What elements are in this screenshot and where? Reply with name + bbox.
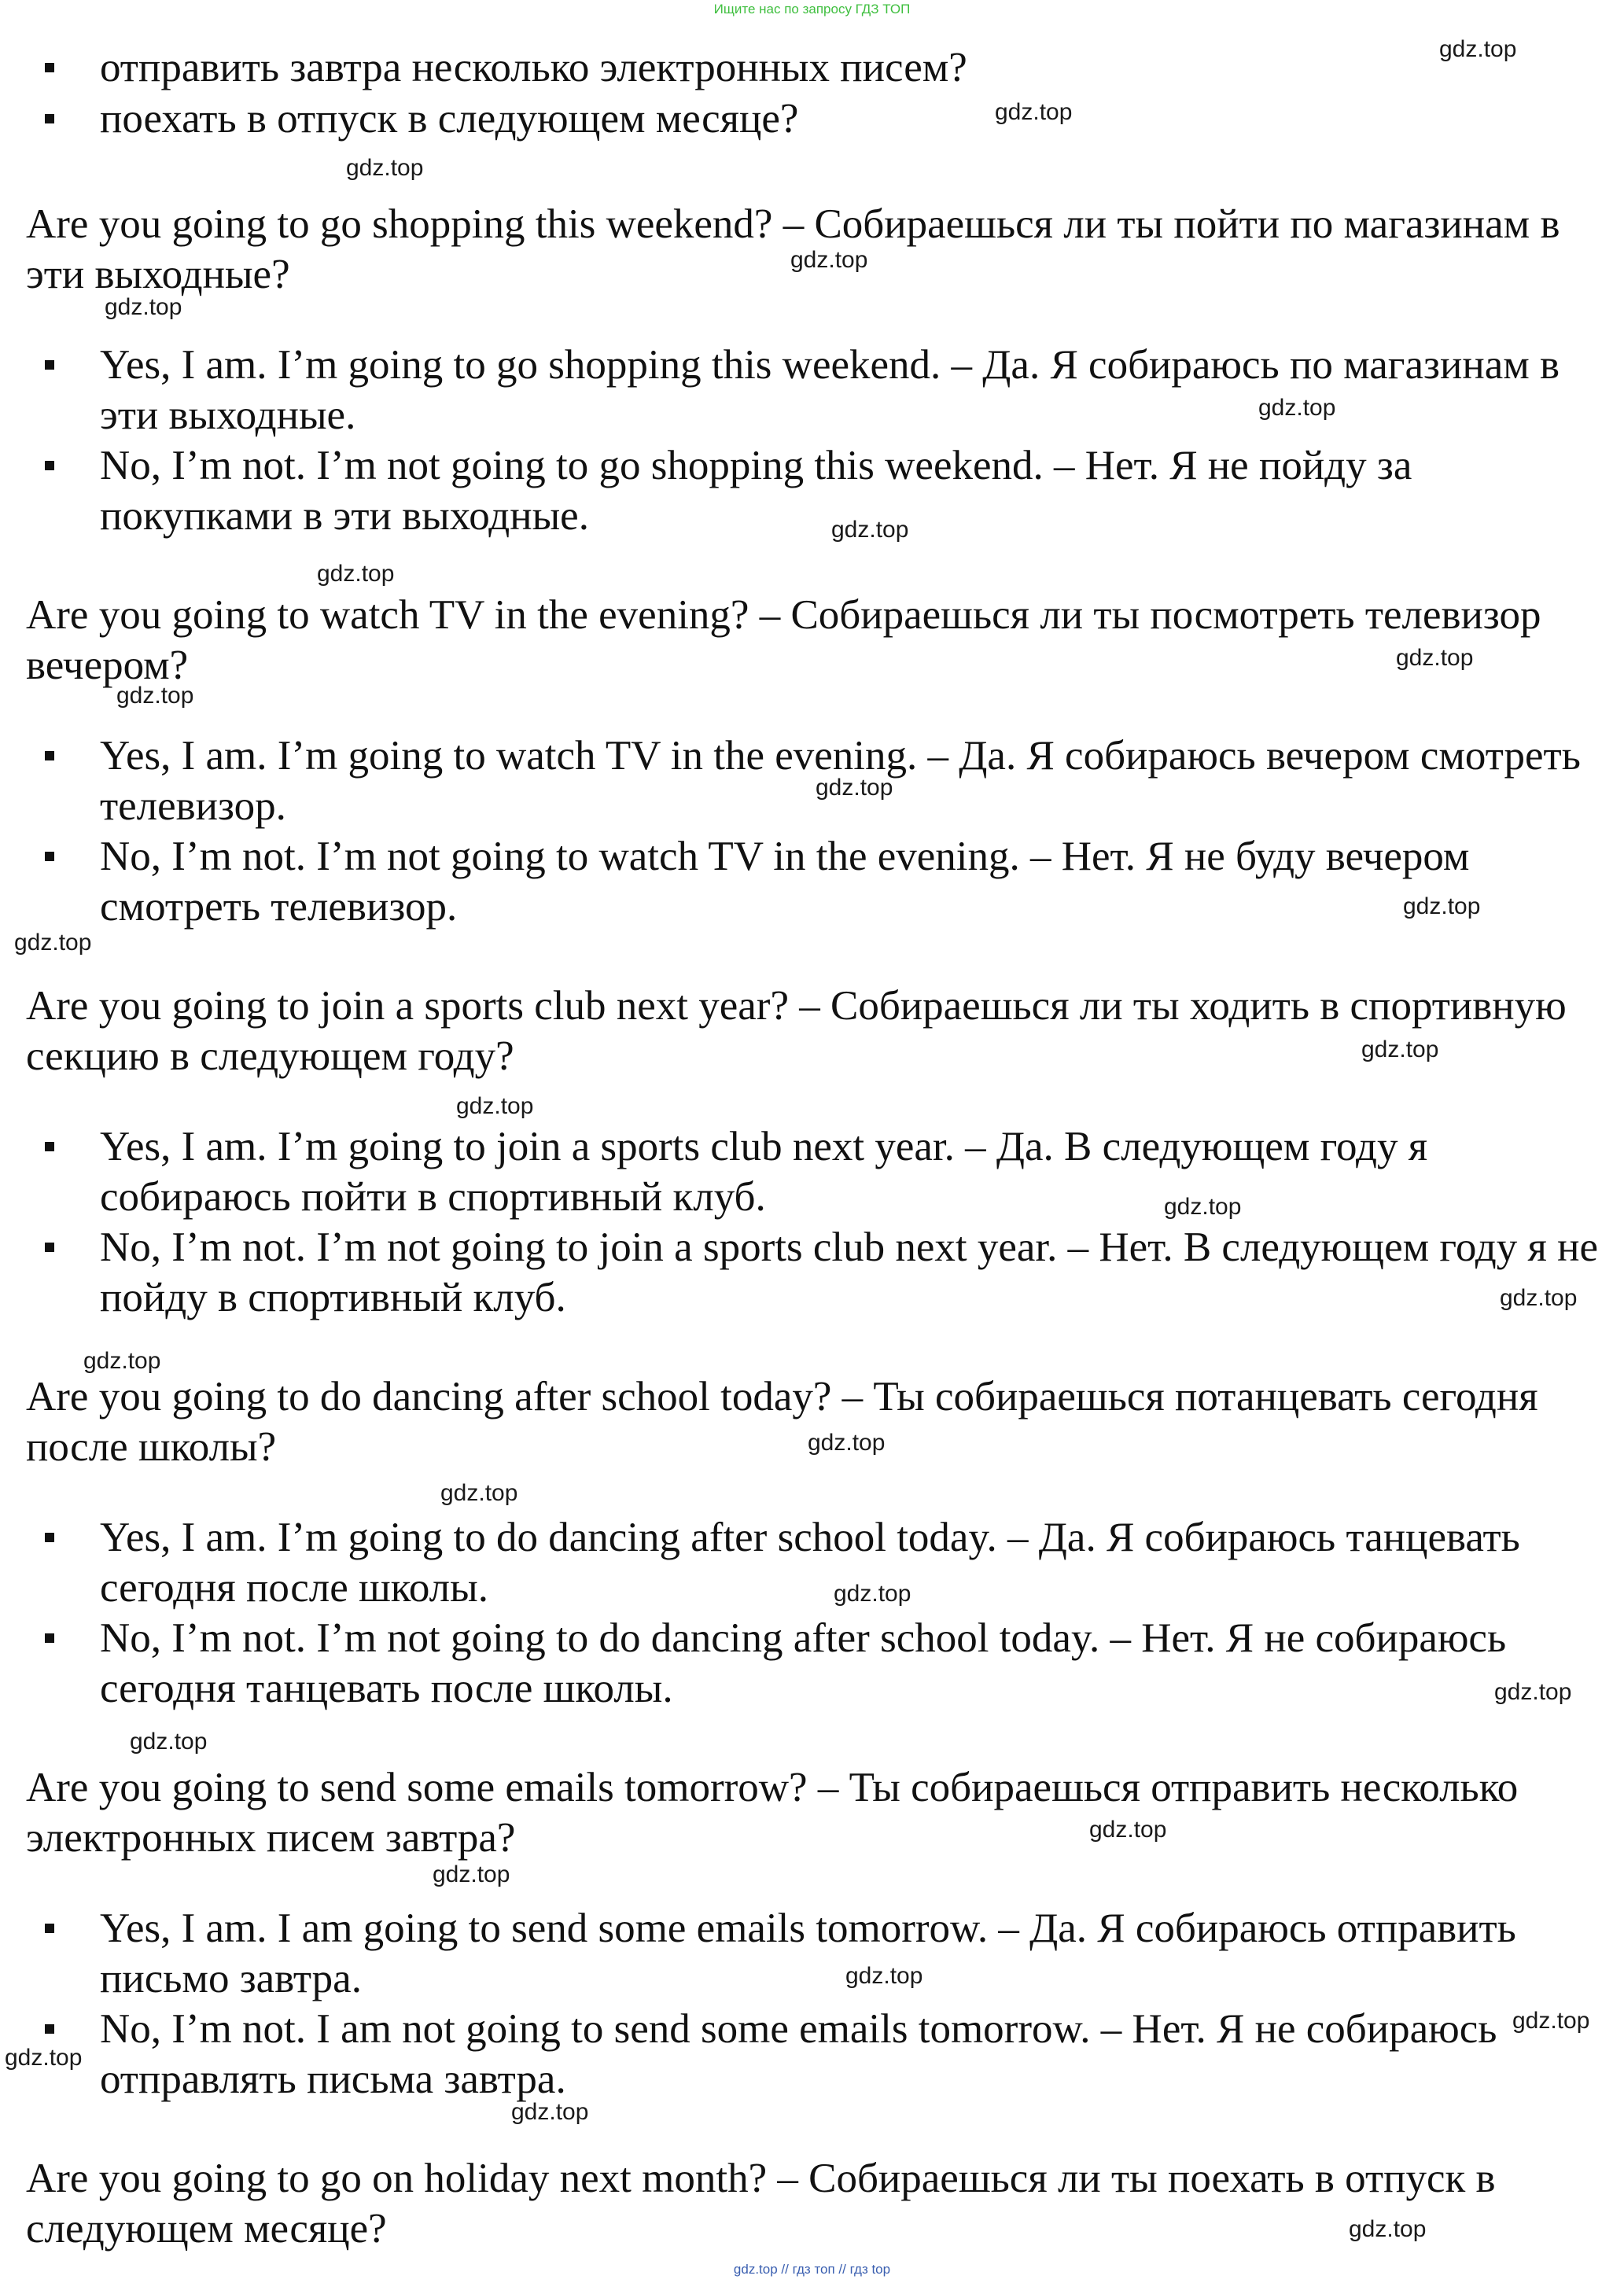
watermark-label: gdz.top — [1500, 1285, 1578, 1311]
watermark-label: gdz.top — [1164, 1194, 1242, 1220]
bullet-icon — [45, 2024, 54, 2034]
answer-no: No, I’m not. I’m not going to watch TV in the evening. – Нет. Я не буду вечером смотреть телевизор. — [100, 834, 1470, 930]
watermark-label: gdz.top — [1396, 645, 1474, 671]
watermark-label: gdz.top — [14, 930, 92, 956]
answer-yes: Yes, I am. I’m going to join a sports club next year. – Да. В следующем году я собираюсь пойти в спортивный клуб. — [100, 1124, 1428, 1220]
question: Are you going to go shopping this weekend? – Собираешься ли ты пойти по магазинам в эти выходные? — [26, 201, 1560, 297]
intro-item: поехать в отпуск в следующем месяце? — [100, 96, 799, 142]
bullet-icon — [45, 1924, 54, 1933]
answer-yes: Yes, I am. I’m going to do dancing after school today. – Да. Я собираюсь танцевать сегодня после школы. — [100, 1515, 1520, 1611]
watermark-label: gdz.top — [317, 561, 395, 587]
watermark-label: gdz.top — [105, 294, 182, 320]
watermark-label: gdz.top — [5, 2045, 83, 2071]
watermark-label: gdz.top — [456, 1093, 534, 1119]
footer-links: gdz.top // гдз топ // гдз top — [733, 2262, 891, 2277]
watermark-label: gdz.top — [808, 1430, 886, 1456]
search-hint-header: Ищите нас по запросу ГДЗ ТОП — [713, 2, 911, 17]
answer-yes: Yes, I am. I am going to send some emails tomorrow. – Да. Я собираюсь отправить письмо завтра. — [100, 1906, 1516, 2001]
watermark-label: gdz.top — [511, 2099, 589, 2125]
intro-item: отправить завтра несколько электронных писем? — [100, 45, 967, 90]
question: Are you going to join a sports club next year? – Собираешься ли ты ходить в спортивную секцию в следующем году? — [26, 983, 1567, 1079]
question: Are you going to go on holiday next month? – Собираешься ли ты поехать в отпуск в следующем месяце? — [26, 2156, 1496, 2252]
bullet-icon — [45, 1633, 54, 1643]
watermark-label: gdz.top — [1361, 1037, 1439, 1062]
watermark-label: gdz.top — [1089, 1817, 1167, 1843]
answer-no: No, I’m not. I’m not going to go shopping this weekend. – Нет. Я не пойду за покупками в эти выходные. — [100, 443, 1412, 539]
bullet-icon — [45, 852, 54, 861]
answer-no: No, I’m not. I am not going to send some emails tomorrow. – Нет. Я не собираюсь отправлять письма завтра. — [100, 2006, 1497, 2102]
bullet-icon — [45, 461, 54, 470]
watermark-label: gdz.top — [790, 247, 868, 273]
watermark-label: gdz.top — [816, 775, 893, 801]
bullet-icon — [45, 360, 54, 370]
bullet-icon — [45, 751, 54, 760]
answer-no: No, I’m not. I’m not going to join a sports club next year. – Нет. В следующем году я не пойду в спортивный клуб. — [100, 1224, 1599, 1320]
watermark-label: gdz.top — [83, 1348, 161, 1374]
watermark-label: gdz.top — [440, 1480, 518, 1506]
question: Are you going to do dancing after school today? – Ты собираешься потанцевать сегодня после школы? — [26, 1374, 1538, 1470]
question: Are you going to watch TV in the evening? – Собираешься ли ты посмотреть телевизор вечером? — [26, 592, 1541, 688]
watermark-label: gdz.top — [346, 155, 424, 181]
watermark-label: gdz.top — [1258, 395, 1336, 421]
watermark-label: gdz.top — [831, 517, 909, 543]
watermark-label: gdz.top — [1403, 893, 1481, 919]
watermark-label: gdz.top — [433, 1861, 510, 1887]
watermark-label: gdz.top — [845, 1963, 923, 1989]
watermark-label: gdz.top — [1512, 2008, 1590, 2034]
answer-yes: Yes, I am. I’m going to watch TV in the evening. – Да. Я собираюсь вечером смотреть телевизор. — [100, 733, 1581, 829]
bullet-icon — [45, 1533, 54, 1542]
bullet-icon — [45, 1142, 54, 1151]
watermark-label: gdz.top — [1439, 36, 1517, 62]
answer-no: No, I’m not. I’m not going to do dancing after school today. – Нет. Я не собираюсь сегодня танцевать после школы. — [100, 1615, 1507, 1711]
watermark-label: gdz.top — [1349, 2216, 1427, 2242]
bullet-icon — [45, 114, 54, 123]
watermark-label: gdz.top — [834, 1581, 911, 1607]
watermark-label: gdz.top — [130, 1729, 208, 1755]
watermark-label: gdz.top — [116, 683, 194, 709]
watermark-label: gdz.top — [1494, 1679, 1572, 1705]
question: Are you going to send some emails tomorrow? – Ты собираешься отправить несколько электронных писем завтра? — [26, 1765, 1519, 1861]
bullet-icon — [45, 63, 54, 72]
watermark-label: gdz.top — [995, 99, 1073, 125]
answer-yes: Yes, I am. I’m going to go shopping this weekend. – Да. Я собираюсь по магазинам в эти выходные. — [100, 342, 1560, 438]
bullet-icon — [45, 1243, 54, 1252]
